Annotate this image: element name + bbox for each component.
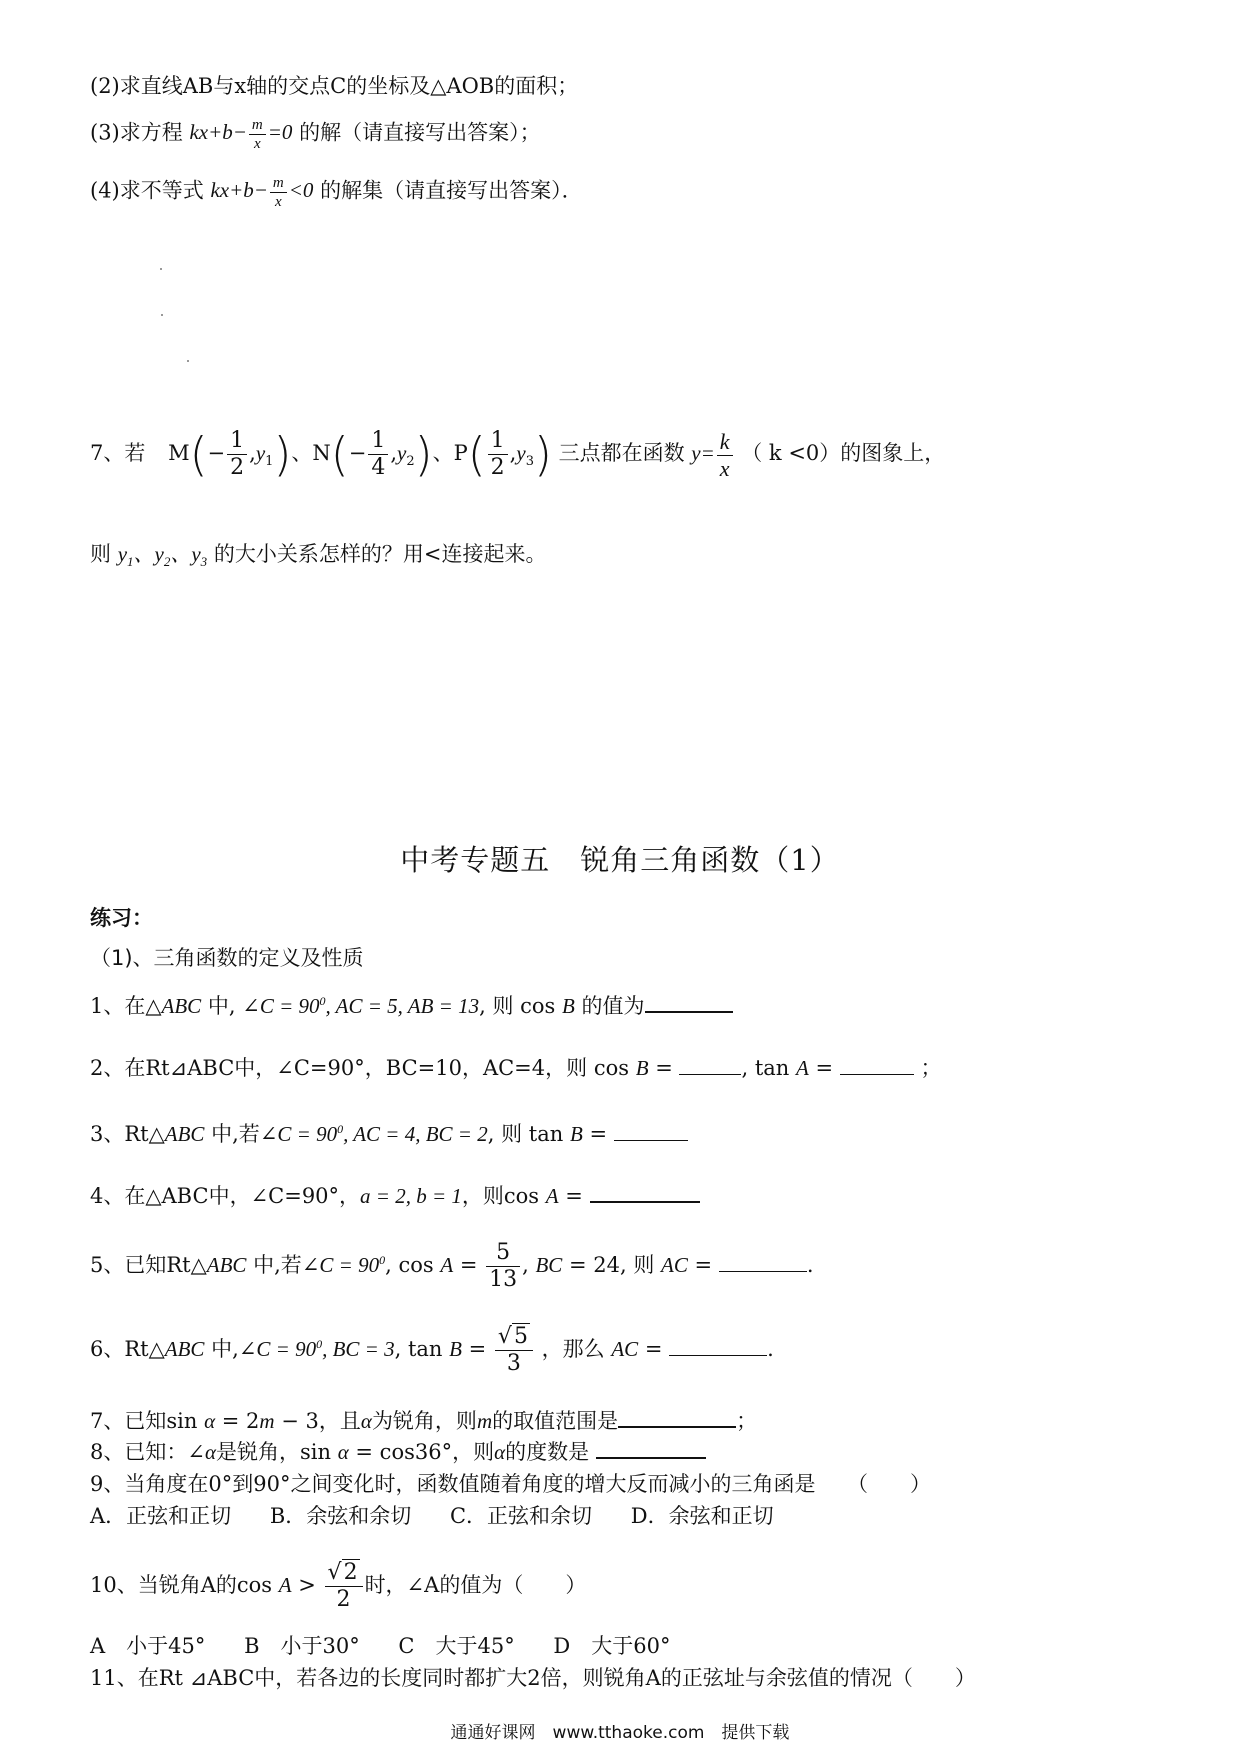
inequality-1: kx+b− $\frac{m}{x}$ <0 [210, 175, 314, 210]
point-n: N(− $\frac{1}{4}$ $,y_2$) [312, 427, 433, 482]
section-heading: （1)、三角函数的定义及性质 [90, 946, 364, 970]
q7b-lead: 7、已知 [90, 1409, 167, 1433]
q7-question [90, 538, 546, 570]
q7b-and: ，且 [318, 1409, 361, 1433]
q6-part2 [90, 70, 578, 100]
point-m: M(− $\frac{1}{2}$ $,y_1$) [168, 427, 292, 482]
question-10-options [90, 1630, 702, 1660]
q6-part4 [90, 174, 583, 211]
q6-part3-tail: 的解（请直接写出答案）； [299, 120, 541, 145]
q5-lead: 5、已知Rt△ [90, 1253, 207, 1277]
scan-dot [161, 314, 163, 316]
q8-then: ，则 [452, 1440, 495, 1464]
point-p: P( $\frac{1}{2}$ $,y_3$) [453, 427, 552, 482]
q10-tail: 时，∠A的值为（ ） [364, 1573, 587, 1597]
scan-dot [160, 268, 162, 270]
q1-mid: 中, [207, 994, 236, 1018]
q5-mid: 中,若 [253, 1253, 302, 1277]
question-8: 8、已知：∠α是锐角，sin α = cos36°，则α的度数是 [90, 1436, 706, 1466]
q6-lead: 6、Rt△ [90, 1337, 165, 1361]
q7b-end: ； [736, 1409, 758, 1433]
q10-lead: 10、当锐角A的 [90, 1573, 237, 1597]
question-9-options [90, 1500, 806, 1530]
question-1: 1、在△ABC 中, ∠C = $90^0$, AC = 5, AB = 13, 则 cos B 的值为 [90, 990, 733, 1020]
q6-part3-lead: (3)求方程 [90, 120, 183, 145]
q6-part4-tail: 的解集（请直接写出答案）． [320, 178, 583, 203]
question-10: 10、当锐角A的cos A > $\frac{√2}{2}$ 时，∠A的值为（ ） [90, 1560, 587, 1612]
answer-blank[interactable] [614, 1122, 688, 1141]
question-9: 9、当角度在0°到90°之间变化时，函数值随着角度的增大反而减小的三角函是 （ ） [90, 1472, 931, 1496]
option-b[interactable]: B．余弦和余切 [269, 1504, 412, 1528]
q4-lead: 4、在△ABC中，∠C=90°， [90, 1184, 361, 1208]
option-c[interactable]: C 大于45° [398, 1634, 515, 1658]
question-7: 7、已知sin α = 2m − 3，且α为锐角，则m的取值范围是 ； [90, 1409, 758, 1433]
q7-q-lead: 则 [90, 542, 111, 566]
answer-blank[interactable] [840, 1056, 914, 1075]
question-5: 5、已知Rt△ABC 中,若∠C = $90^0$, cos A = $\frac{5}{13}$ , BC = 24, 则 AC = . [90, 1240, 814, 1292]
q1-tail: 的值为 [581, 994, 645, 1018]
q8-tail: 的度数是 [505, 1440, 590, 1464]
question-2: 2、在Rt⊿ABC中，∠C=90°，BC=10，AC=4，则 cos B = , tan A = ； [90, 1056, 942, 1080]
q2-lead: 2、在Rt⊿ABC中，∠C=90°，BC=10，AC=4，则 [90, 1056, 588, 1080]
answer-blank[interactable] [618, 1408, 736, 1428]
q6-mid: 中, [211, 1337, 239, 1361]
answer-blank[interactable] [590, 1183, 700, 1203]
page-footer: 通通好课网 www.tthaoke.com 提供下载 [450, 1723, 790, 1743]
q5-then: 则 [633, 1253, 655, 1277]
practice-label: 练习： [90, 906, 153, 930]
q7-points: 7、若 M(− $\frac{1}{2}$ $,y_1$)、N(− $\frac{1}{4}$ $,y_2$)、P( $\frac{1}{2}$ $,y_3$) 三点都在函数 y= $\frac{k}{x}$ （ k <0）的图象上， [90, 427, 946, 482]
option-b[interactable]: B 小于30° [244, 1634, 360, 1658]
q8-mid: 是锐角， [216, 1440, 300, 1464]
equation-1: kx+b− $\frac{m}{x}$ =0 [189, 117, 293, 152]
answer-blank[interactable] [679, 1056, 741, 1075]
q3-mid: 中,若 [211, 1122, 260, 1146]
option-c[interactable]: C．正弦和余切 [449, 1504, 593, 1528]
question-3: 3、Rt△ABC 中,若∠C = $90^0$, AC = 4, BC = 2, 则 tan B = [90, 1118, 688, 1148]
option-a[interactable]: A 小于45° [90, 1634, 206, 1658]
answer-blank[interactable] [719, 1253, 807, 1272]
answer-blank[interactable] [645, 993, 733, 1013]
scan-dot [187, 360, 189, 362]
q8-lead: 8、已知：∠ [90, 1440, 205, 1464]
option-d[interactable]: D．余弦和正切 [630, 1504, 774, 1528]
q6-part2-text: (2)求直线AB与x轴的交点C的坐标及△AOB的面积； [90, 74, 579, 98]
question-6: 6、Rt△ABC 中,∠C = $90^0$, BC = 3, tan B = $\frac{√5}{3}$ ，那么 AC = . [90, 1324, 774, 1376]
q3-lead: 3、Rt△ [90, 1122, 165, 1146]
question-4: 4、在△ABC中，∠C=90°，a = 2, b = 1，则cos A = [90, 1180, 700, 1210]
q4-mid: ，则 [461, 1184, 504, 1208]
answer-blank[interactable] [669, 1337, 767, 1356]
question-11: 11、在Rt ⊿ABC中，若各边的长度同时都扩大2倍，则锐角A的正弦址与余弦值的情况（ ） [90, 1666, 976, 1690]
q6-then: ，那么 [541, 1337, 605, 1361]
y-values: $y_1$、$y_2$、$y_3$ [117, 542, 208, 570]
q6-part4-lead: (4)求不等式 [90, 178, 204, 203]
answer-blank[interactable] [596, 1439, 706, 1459]
option-d[interactable]: D 大于60° [553, 1634, 671, 1658]
q7b-range: 的取值范围是 [492, 1409, 619, 1433]
q6-part3 [90, 116, 541, 153]
q3-then: 则 [501, 1122, 523, 1146]
q7-mid: 三点都在函数 [558, 441, 685, 465]
function-expr: y= $\frac{k}{x}$ [691, 441, 734, 465]
q7-condition: （ k <0）的图象上， [741, 441, 946, 465]
q1-lead: 1、在△ [90, 994, 162, 1018]
q2-tail: ； [920, 1056, 942, 1080]
page-title: 中考专题五 锐角三角函数（1） [400, 843, 840, 877]
q7b-mid: 为锐角，则 [371, 1409, 477, 1433]
option-a[interactable]: A．正弦和正切 [90, 1504, 232, 1528]
q7-q-tail: 的大小关系怎样的？用<连接起来。 [213, 542, 547, 566]
q7-prefix: 7、若 [90, 441, 146, 465]
